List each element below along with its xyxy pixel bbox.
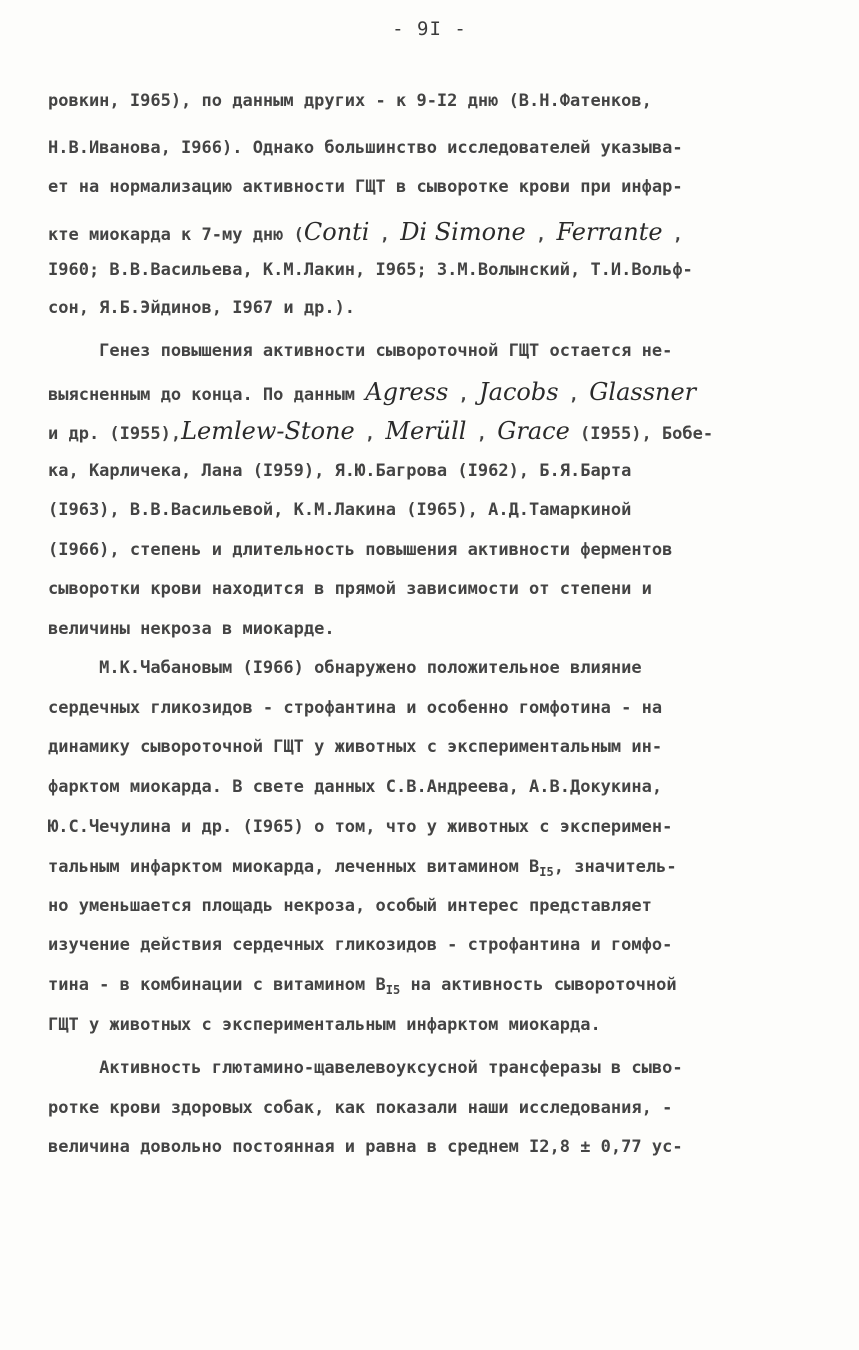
text-segment: и др. (I955), bbox=[48, 424, 182, 444]
handwritten-name: Di Simone bbox=[400, 218, 526, 246]
page-number: - 9I - bbox=[392, 18, 467, 40]
text-line: сон, Я.Б.Эйдинов, I967 и др.). bbox=[48, 298, 356, 318]
text-line bbox=[48, 377, 696, 407]
text-line: сыворотки крови находится в прямой зависимости от степени и bbox=[48, 579, 652, 599]
text-line: ровкин, I965), по данным других - к 9-I2 дню (В.Н.Фатенков, bbox=[48, 91, 652, 111]
text-line bbox=[48, 416, 713, 446]
text-line: величина довольно постоянная и равна в среднем I2,8 ± 0,77 ус- bbox=[48, 1137, 683, 1157]
text-line: ет на нормализацию активности ГЩТ в сыворотке крови при инфар- bbox=[48, 177, 683, 197]
text-line bbox=[48, 970, 677, 1000]
handwritten-name: Jacobs bbox=[479, 378, 559, 406]
handwritten-name: Agress bbox=[365, 378, 449, 406]
text-line: (I966), степень и длительность повышения активности ферментов bbox=[48, 540, 673, 560]
text-segment: (I955), Бобе- bbox=[569, 424, 714, 444]
text-line: (I963), В.В.Васильевой, К.М.Лакина (I965), А.Д.Тамаркиной bbox=[48, 500, 632, 520]
handwritten-name: Ferrante bbox=[556, 218, 663, 246]
text-line: но уменьшается площадь некроза, особый интерес представляет bbox=[48, 896, 652, 916]
text-line: ротке крови здоровых собак, как показали наши исследования, - bbox=[48, 1098, 673, 1118]
handwritten-name: Merüll bbox=[385, 417, 467, 445]
text-line bbox=[48, 852, 677, 882]
text-segment: , bbox=[662, 225, 684, 245]
text-segment: на активность сывороточной bbox=[400, 975, 677, 995]
text-segment: тина - в комбинации с витамином В bbox=[48, 975, 386, 995]
text-line bbox=[48, 217, 683, 247]
text-segment: , bbox=[369, 225, 401, 245]
text-line: Генез повышения активности сывороточной ГЩТ остается не- bbox=[48, 341, 673, 361]
handwritten-name: Conti bbox=[303, 218, 370, 246]
text-line: ка, Карличека, Лана (I959), Я.Ю.Багрова (I962), Б.Я.Барта bbox=[48, 461, 632, 481]
text-segment: выясненным до конца. По данным bbox=[48, 385, 366, 405]
text-line: Активность глютамино-щавелевоуксусной трансферазы в сыво- bbox=[48, 1058, 683, 1078]
text-segment: , bbox=[354, 424, 386, 444]
text-line: М.К.Чабановым (I966) обнаружено положительное влияние bbox=[48, 658, 642, 678]
text-line: ГЩТ у животных с экспериментальным инфарктом миокарда. bbox=[48, 1015, 601, 1035]
text-segment: , bbox=[448, 385, 480, 405]
text-line: I960; В.В.Васильева, К.М.Лакин, I965; З.М.Волынский, Т.И.Вольф- bbox=[48, 260, 693, 280]
subscript: I5 bbox=[539, 865, 554, 879]
handwritten-name: Grace bbox=[497, 417, 570, 445]
text-segment: тальным инфарктом миокарда, леченных витамином В bbox=[48, 857, 540, 877]
text-segment: , значитель- bbox=[553, 857, 677, 877]
text-line: сердечных гликозидов - строфантина и особенно гомфотина - на bbox=[48, 698, 663, 718]
text-line: изучение действия сердечных гликозидов - строфантина и гомфо- bbox=[48, 935, 673, 955]
text-segment: , bbox=[558, 385, 590, 405]
text-line: динамику сывороточной ГЩТ у животных с экспериментальным ин- bbox=[48, 737, 663, 757]
text-line: величины некроза в миокарде. bbox=[48, 619, 335, 639]
text-segment: кте миокарда к 7-му дню ( bbox=[48, 225, 304, 245]
text-segment: , bbox=[525, 225, 557, 245]
handwritten-name: Glassner bbox=[589, 378, 697, 406]
subscript: I5 bbox=[385, 983, 401, 997]
text-line: фарктом миокарда. В свете данных С.В.Андреева, А.В.Докукина, bbox=[48, 777, 663, 797]
text-segment: , bbox=[466, 424, 498, 444]
text-line: Н.В.Иванова, I966). Однако большинство исследователей указыва- bbox=[48, 138, 683, 158]
text-line: Ю.С.Чечулина и др. (I965) о том, что у животных с эксперимен- bbox=[48, 817, 673, 837]
handwritten-name: Lemlew-Stone bbox=[181, 417, 355, 445]
